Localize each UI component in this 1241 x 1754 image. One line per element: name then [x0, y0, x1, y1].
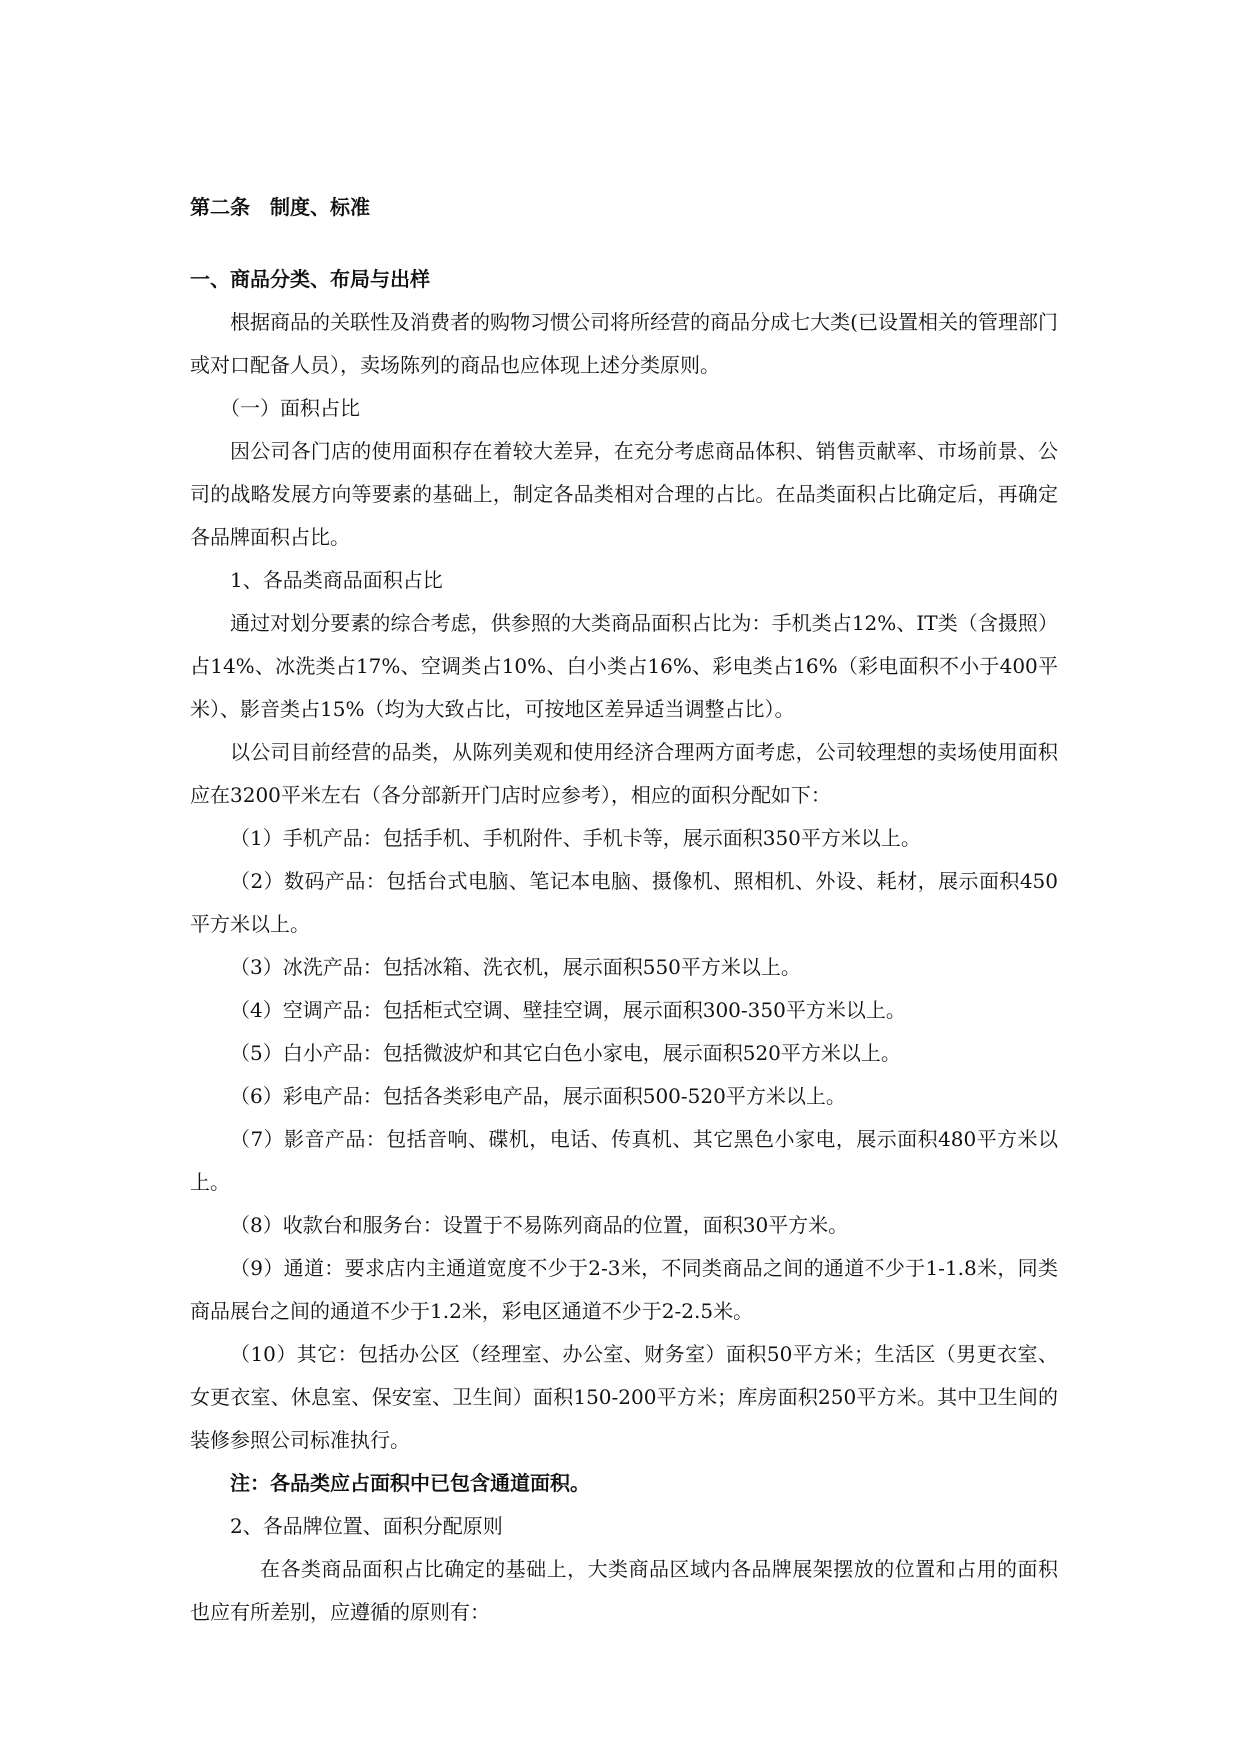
subsection-title: （一）面积占比 [220, 396, 360, 420]
list-item: （1）手机产品：包括手机、手机附件、手机卡等，展示面积350平方米以上。 [230, 826, 921, 850]
section-title: 一、商品分类、布局与出样 [190, 267, 430, 291]
item2-paragraph: 在各类商品面积占比确定的基础上，大类商品区域内各品牌展架摆放的位置和占用的面积也应有所差别，应遵循的原则有： [190, 1557, 1058, 1624]
list-item: （4）空调产品：包括柜式空调、壁挂空调，展示面积300-350平方米以上。 [230, 998, 906, 1022]
document-page [190, 186, 1058, 1634]
item1-paragraph-2: 以公司目前经营的品类，从陈列美观和使用经济合理两方面考虑，公司较理想的卖场使用面积应在3200平米左右（各分部新开门店时应参考），相应的面积分配如下： [190, 740, 1058, 807]
item2-title: 2、各品牌位置、面积分配原则 [230, 1514, 503, 1538]
list-item: （3）冰洗产品：包括冰箱、洗衣机，展示面积550平方米以上。 [230, 955, 801, 979]
subsection-paragraph: 因公司各门店的使用面积存在着较大差异，在充分考虑商品体积、销售贡献率、市场前景、公司的战略发展方向等要素的基础上，制定各品类相对合理的占比。在品类面积占比确定后，再确定各品牌面积占比。 [190, 439, 1058, 549]
list-item: （8）收款台和服务台：设置于不易陈列商品的位置，面积30平方米。 [230, 1213, 849, 1237]
list-item: （5）白小产品：包括微波炉和其它白色小家电，展示面积520平方米以上。 [230, 1041, 901, 1065]
list-item: （7）影音产品：包括音响、碟机，电话、传真机、其它黑色小家电，展示面积480平方米以上。 [190, 1127, 1058, 1194]
list-item: （6）彩电产品：包括各类彩电产品，展示面积500-520平方米以上。 [230, 1084, 846, 1108]
list-item: （2）数码产品：包括台式电脑、笔记本电脑、摄像机、照相机、外设、耗材，展示面积450平方米以上。 [190, 869, 1058, 936]
intro-paragraph: 根据商品的关联性及消费者的购物习惯公司将所经营的商品分成七大类(已设置相关的管理部门或对口配备人员），卖场陈列的商品也应体现上述分类原则。 [190, 310, 1058, 377]
item1-title: 1、各品类商品面积占比 [230, 568, 443, 592]
article-title: 第二条 制度、标准 [190, 195, 370, 219]
list-item: （9）通道：要求店内主通道宽度不少于2-3米，不同类商品之间的通道不少于1-1.8米，同类商品展台之间的通道不少于1.2米，彩电区通道不少于2-2.5米。 [190, 1256, 1058, 1323]
list-item: （10）其它：包括办公区（经理室、办公室、财务室）面积50平方米；生活区（男更衣室、女更衣室、休息室、保安室、卫生间）面积150-200平方米；库房面积250平方米。其中卫生间的装修参照公司标准执行。 [190, 1342, 1058, 1452]
note: 注：各品类应占面积中已包含通道面积。 [230, 1471, 590, 1495]
item1-paragraph: 通过对划分要素的综合考虑，供参照的大类商品面积占比为：手机类占12%、IT类（含摄照）占14%、冰洗类占17%、空调类占10%、白小类占16%、彩电类占16%（彩电面积不小于400平米）、影音类占15%（均为大致占比，可按地区差异适当调整占比）。 [190, 611, 1058, 721]
